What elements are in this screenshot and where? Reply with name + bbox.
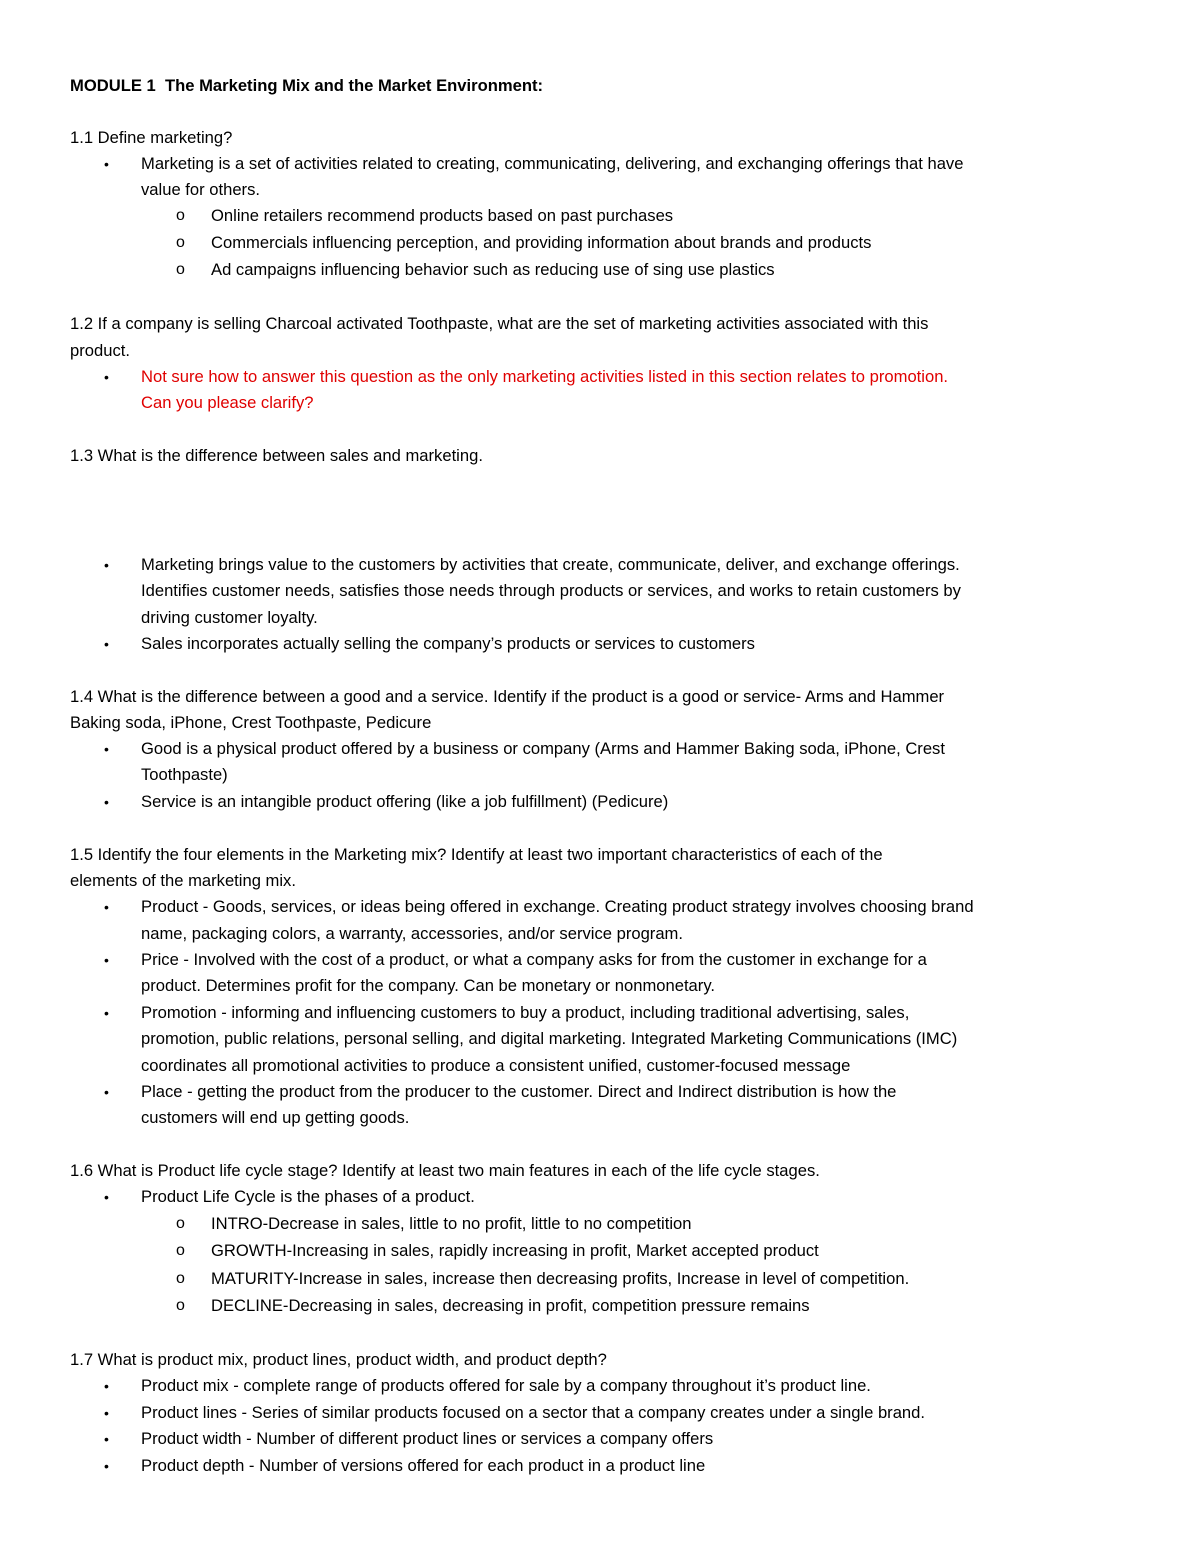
answer-1-5-product-line-2: name, packaging colors, a warranty, accessories, and/or service program.: [141, 924, 683, 943]
title-prefix: MODULE 1: [70, 76, 156, 95]
bullet-icon: •: [104, 1405, 109, 1421]
question-1-6: 1.6 What is Product life cycle stage? Identify at least two main features in each of the life cycle stages.: [70, 1161, 820, 1180]
sub-bullet-icon: o: [176, 207, 185, 224]
bullet-icon: •: [104, 369, 109, 385]
bullet-icon: •: [104, 636, 109, 652]
answer-1-7-product-depth: Product depth - Number of versions offered for each product in a product line: [141, 1456, 706, 1475]
question-1-4-line-2: Baking soda, iPhone, Crest Toothpaste, Pedicure: [70, 713, 432, 732]
answer-1-5-promotion-line-1: Promotion - informing and influencing customers to buy a product, including traditional advertising, sales,: [141, 1003, 910, 1022]
answer-1-4-line-1: Good is a physical product offered by a business or company (Arms and Hammer Baking soda, iPhone, Crest: [141, 739, 945, 758]
question-1-5-line-1: 1.5 Identify the four elements in the Marketing mix? Identify at least two important characteristics of each of the: [70, 845, 883, 864]
bullet-icon: •: [104, 1084, 109, 1100]
answer-1-2-line-1: Not sure how to answer this question as the only marketing activities listed in this section relates to promotion.: [141, 367, 949, 386]
answer-1-3-line-2: Identifies customer needs, satisfies those needs through products or services, and works to retain customers by: [141, 581, 961, 600]
sub-item-1-6-growth: GROWTH-Increasing in sales, rapidly increasing in profit, Market accepted product: [211, 1241, 819, 1260]
answer-1-4-line-2: Toothpaste): [141, 765, 228, 784]
sub-item-1-6-decline: DECLINE-Decreasing in sales, decreasing in profit, competition pressure remains: [211, 1296, 810, 1315]
sub-bullet-icon: o: [176, 1297, 185, 1314]
document-title: [70, 76, 543, 96]
answer-1-1-line-2: value for others.: [141, 180, 260, 199]
sub-item-1-6-maturity: MATURITY-Increase in sales, increase then decreasing profits, Increase in level of competition.: [211, 1269, 910, 1288]
sub-item-1-1-1: Online retailers recommend products based on past purchases: [211, 206, 674, 225]
title-text: The Marketing Mix and the Market Environment:: [164, 76, 544, 95]
answer-1-3-line-3: driving customer loyalty.: [141, 608, 318, 627]
bullet-icon: •: [104, 1378, 109, 1394]
question-1-3: 1.3 What is the difference between sales and marketing.: [70, 446, 483, 465]
sub-bullet-icon: o: [176, 1270, 185, 1287]
bullet-icon: •: [104, 1431, 109, 1447]
bullet-icon: •: [104, 794, 109, 810]
question-1-7: 1.7 What is product mix, product lines, product width, and product depth?: [70, 1350, 607, 1369]
bullet-icon: •: [104, 1458, 109, 1474]
question-1-5-line-2: elements of the marketing mix.: [70, 871, 296, 890]
answer-1-7-product-mix: Product mix - complete range of products offered for sale by a company throughout it’s product line.: [141, 1376, 871, 1395]
answer-1-1-line-1: Marketing is a set of activities related to creating, communicating, delivering, and exchanging offerings that have: [141, 154, 964, 173]
bullet-icon: •: [104, 156, 109, 172]
answer-1-7-product-width: Product width - Number of different product lines or services a company offers: [141, 1429, 714, 1448]
sub-bullet-icon: o: [176, 1242, 185, 1259]
sub-item-1-6-intro: INTRO-Decrease in sales, little to no profit, little to no competition: [211, 1214, 692, 1233]
sub-bullet-icon: o: [176, 261, 185, 278]
answer-1-5-promotion-line-2: promotion, public relations, personal selling, and digital marketing. Integrated Marketing Communications (IMC): [141, 1029, 958, 1048]
question-1-2-line-2: product.: [70, 341, 130, 360]
answer-1-5-promotion-line-3: coordinates all promotional activities to produce a consistent unified, customer-focused message: [141, 1056, 851, 1075]
answer-1-3-b2: Sales incorporates actually selling the company’s products or services to customers: [141, 634, 755, 653]
question-1-1: 1.1 Define marketing?: [70, 128, 233, 147]
answer-1-5-price-line-2: product. Determines profit for the company. Can be monetary or nonmonetary.: [141, 976, 715, 995]
bullet-icon: •: [104, 557, 109, 573]
bullet-icon: •: [104, 1189, 109, 1205]
answer-1-6-b1: Product Life Cycle is the phases of a product.: [141, 1187, 475, 1206]
answer-1-5-price-line-1: Price - Involved with the cost of a product, or what a company asks for from the customer in exchange for a: [141, 950, 927, 969]
bullet-icon: •: [104, 952, 109, 968]
question-1-4-line-1: 1.4 What is the difference between a good and a service. Identify if the product is a good or service- Arms and Hammer: [70, 687, 945, 706]
answer-1-2-line-2: Can you please clarify?: [141, 393, 314, 412]
answer-1-7-product-lines: Product lines - Series of similar products focused on a sector that a company creates under a single brand.: [141, 1403, 925, 1422]
answer-1-3-line-1: Marketing brings value to the customers by activities that create, communicate, deliver, and exchange offerings.: [141, 555, 960, 574]
answer-1-5-place-line-1: Place - getting the product from the producer to the customer. Direct and Indirect distribution is how the: [141, 1082, 897, 1101]
bullet-icon: •: [104, 1005, 109, 1021]
sub-bullet-icon: o: [176, 1215, 185, 1232]
bullet-icon: •: [104, 741, 109, 757]
sub-bullet-icon: o: [176, 234, 185, 251]
answer-1-4-b2: Service is an intangible product offering (like a job fulfillment) (Pedicure): [141, 792, 669, 811]
bullet-icon: •: [104, 899, 109, 915]
answer-1-5-place-line-2: customers will end up getting goods.: [141, 1108, 410, 1127]
sub-item-1-1-3: Ad campaigns influencing behavior such as reducing use of sing use plastics: [211, 260, 775, 279]
answer-1-5-product-line-1: Product - Goods, services, or ideas being offered in exchange. Creating product strategy involves choosing brand: [141, 897, 974, 916]
question-1-2-line-1: 1.2 If a company is selling Charcoal activated Toothpaste, what are the set of marketing activities associated with this: [70, 314, 929, 333]
sub-item-1-1-2: Commercials influencing perception, and providing information about brands and products: [211, 233, 872, 252]
